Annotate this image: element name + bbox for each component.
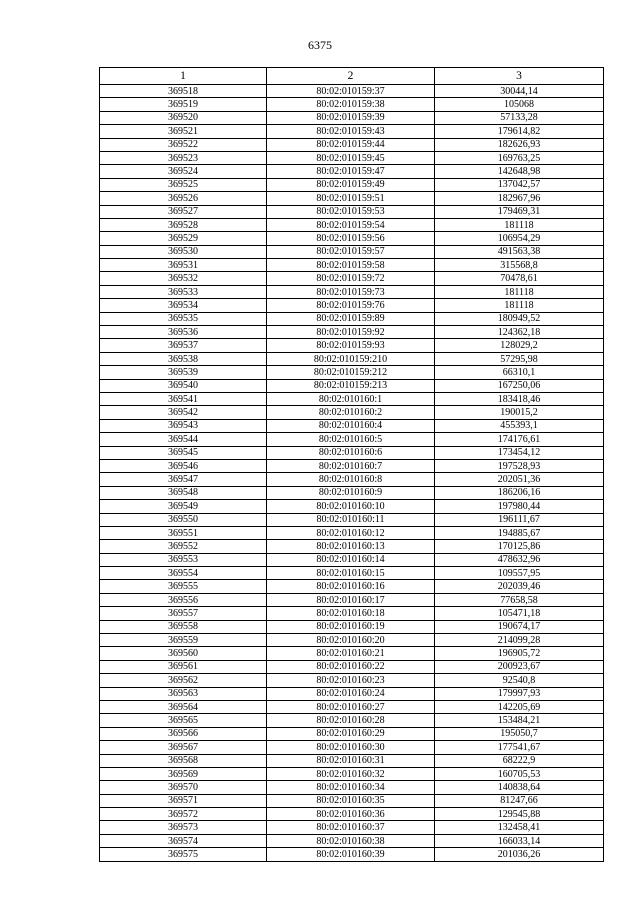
table-row: [100, 433, 604, 446]
cadastral-number-cell: 80:02:010159:73: [267, 285, 435, 298]
row-number-cell: 369524: [100, 165, 267, 178]
table-row: [100, 459, 604, 472]
value-cell: 173454,12: [435, 446, 604, 459]
value-cell: 170125,86: [435, 540, 604, 553]
table-row: [100, 700, 604, 713]
row-number-cell: 369556: [100, 593, 267, 606]
row-number-cell: 369528: [100, 218, 267, 231]
row-number-cell: 369539: [100, 366, 267, 379]
table-row: [100, 781, 604, 794]
cadastral-number-cell: 80:02:010160:7: [267, 459, 435, 472]
cadastral-number-cell: 80:02:010160:14: [267, 553, 435, 566]
cadastral-number-cell: 80:02:010160:17: [267, 593, 435, 606]
table-row: [100, 272, 604, 285]
value-cell: 197528,93: [435, 459, 604, 472]
cadastral-number-cell: 80:02:010160:4: [267, 419, 435, 432]
value-cell: 140838,64: [435, 781, 604, 794]
value-cell: 68222,9: [435, 754, 604, 767]
value-cell: 197980,44: [435, 500, 604, 513]
table-row: [100, 607, 604, 620]
row-number-cell: 369559: [100, 634, 267, 647]
cadastral-number-cell: 80:02:010160:22: [267, 660, 435, 673]
value-cell: 177541,67: [435, 741, 604, 754]
table-row: [100, 473, 604, 486]
row-number-cell: 369571: [100, 794, 267, 807]
row-number-cell: 369519: [100, 98, 267, 111]
table-row: [100, 392, 604, 405]
cadastral-number-cell: 80:02:010159:89: [267, 312, 435, 325]
cadastral-number-cell: 80:02:010160:38: [267, 834, 435, 847]
value-cell: 174176,61: [435, 433, 604, 446]
value-cell: 132458,41: [435, 821, 604, 834]
table-row: [100, 178, 604, 191]
table-row: [100, 218, 604, 231]
cadastral-number-cell: 80:02:010159:49: [267, 178, 435, 191]
table-row: [100, 366, 604, 379]
cadastral-number-cell: 80:02:010160:5: [267, 433, 435, 446]
table-row: [100, 98, 604, 111]
page-number: 6375: [308, 38, 332, 52]
table-row: [100, 285, 604, 298]
value-cell: 190674,17: [435, 620, 604, 633]
value-cell: 81247,66: [435, 794, 604, 807]
row-number-cell: 369544: [100, 433, 267, 446]
table-row: [100, 406, 604, 419]
cadastral-number-cell: 80:02:010160:23: [267, 674, 435, 687]
row-number-cell: 369566: [100, 727, 267, 740]
row-number-cell: 369570: [100, 781, 267, 794]
cadastral-number-cell: 80:02:010160:36: [267, 808, 435, 821]
table-row: [100, 808, 604, 821]
cadastral-number-cell: 80:02:010160:21: [267, 647, 435, 660]
row-number-cell: 369554: [100, 567, 267, 580]
table-row: [100, 660, 604, 673]
value-cell: 106954,29: [435, 232, 604, 245]
row-number-cell: 369542: [100, 406, 267, 419]
row-number-cell: 369518: [100, 85, 267, 98]
cadastral-number-cell: 80:02:010159:56: [267, 232, 435, 245]
cadastral-number-cell: 80:02:010160:10: [267, 500, 435, 513]
table-row: [100, 634, 604, 647]
cadastral-number-cell: 80:02:010159:43: [267, 125, 435, 138]
table-row: [100, 151, 604, 164]
value-cell: 30044,14: [435, 85, 604, 98]
table-row: [100, 299, 604, 312]
value-cell: 478632,96: [435, 553, 604, 566]
value-cell: 66310,1: [435, 366, 604, 379]
table-row: [100, 245, 604, 258]
value-cell: 183418,46: [435, 392, 604, 405]
row-number-cell: 369567: [100, 741, 267, 754]
table-row: [100, 339, 604, 352]
table-row: [100, 165, 604, 178]
row-number-cell: 369531: [100, 259, 267, 272]
cadastral-number-cell: 80:02:010159:57: [267, 245, 435, 258]
table-row: [100, 352, 604, 365]
row-number-cell: 369537: [100, 339, 267, 352]
table-row: [100, 727, 604, 740]
row-number-cell: 369564: [100, 700, 267, 713]
value-cell: 180949,52: [435, 312, 604, 325]
cadastral-number-cell: 80:02:010160:35: [267, 794, 435, 807]
cadastral-number-cell: 80:02:010160:28: [267, 714, 435, 727]
value-cell: 201036,26: [435, 848, 604, 861]
value-cell: 214099,28: [435, 634, 604, 647]
cadastral-number-cell: 80:02:010159:37: [267, 85, 435, 98]
cadastral-number-cell: 80:02:010160:31: [267, 754, 435, 767]
row-number-cell: 369520: [100, 111, 267, 124]
value-cell: 202051,36: [435, 473, 604, 486]
table-row: [100, 192, 604, 205]
table-row: [100, 580, 604, 593]
cadastral-number-cell: 80:02:010159:72: [267, 272, 435, 285]
row-number-cell: 369532: [100, 272, 267, 285]
cadastral-number-cell: 80:02:010159:58: [267, 259, 435, 272]
row-number-cell: 369538: [100, 352, 267, 365]
table-row: [100, 125, 604, 138]
row-number-cell: 369569: [100, 767, 267, 780]
value-cell: 186206,16: [435, 486, 604, 499]
table-row: [100, 821, 604, 834]
row-number-cell: 369557: [100, 607, 267, 620]
table-row: [100, 647, 604, 660]
table-row: [100, 513, 604, 526]
value-cell: 142648,98: [435, 165, 604, 178]
table-row: [100, 326, 604, 339]
table-row: [100, 419, 604, 432]
row-number-cell: 369548: [100, 486, 267, 499]
value-cell: 142205,69: [435, 700, 604, 713]
row-number-cell: 369546: [100, 459, 267, 472]
table-row: [100, 754, 604, 767]
cadastral-number-cell: 80:02:010160:12: [267, 526, 435, 539]
row-number-cell: 369560: [100, 647, 267, 660]
value-cell: 491563,38: [435, 245, 604, 258]
value-cell: 181118: [435, 218, 604, 231]
table-row: [100, 553, 604, 566]
value-cell: 160705,53: [435, 767, 604, 780]
cadastral-number-cell: 80:02:010159:93: [267, 339, 435, 352]
table-header-row: [100, 68, 604, 85]
data-table: [99, 67, 604, 862]
table-row: [100, 232, 604, 245]
cadastral-number-cell: 80:02:010159:44: [267, 138, 435, 151]
table-row: [100, 205, 604, 218]
row-number-cell: 369536: [100, 326, 267, 339]
cadastral-number-cell: 80:02:010160:24: [267, 687, 435, 700]
table-row: [100, 138, 604, 151]
cadastral-number-cell: 80:02:010160:39: [267, 848, 435, 861]
table-row: [100, 379, 604, 392]
row-number-cell: 369551: [100, 526, 267, 539]
value-cell: 181118: [435, 299, 604, 312]
table-row: [100, 259, 604, 272]
row-number-cell: 369572: [100, 808, 267, 821]
row-number-cell: 369553: [100, 553, 267, 566]
table-row: [100, 500, 604, 513]
value-cell: 455393,1: [435, 419, 604, 432]
table-row: [100, 620, 604, 633]
cadastral-number-cell: 80:02:010159:53: [267, 205, 435, 218]
row-number-cell: 369534: [100, 299, 267, 312]
column-header-3: 3: [435, 68, 604, 85]
value-cell: 128029,2: [435, 339, 604, 352]
value-cell: 77658,58: [435, 593, 604, 606]
row-number-cell: 369521: [100, 125, 267, 138]
value-cell: 166033,14: [435, 834, 604, 847]
row-number-cell: 369574: [100, 834, 267, 847]
value-cell: 179614,82: [435, 125, 604, 138]
table-body: [100, 85, 604, 862]
row-number-cell: 369563: [100, 687, 267, 700]
cadastral-number-cell: 80:02:010160:20: [267, 634, 435, 647]
row-number-cell: 369530: [100, 245, 267, 258]
value-cell: 190015,2: [435, 406, 604, 419]
value-cell: 196111,67: [435, 513, 604, 526]
value-cell: 105068: [435, 98, 604, 111]
value-cell: 179469,31: [435, 205, 604, 218]
cadastral-number-cell: 80:02:010159:51: [267, 192, 435, 205]
value-cell: 169763,25: [435, 151, 604, 164]
value-cell: 200923,67: [435, 660, 604, 673]
row-number-cell: 369549: [100, 500, 267, 513]
value-cell: 202039,46: [435, 580, 604, 593]
row-number-cell: 369555: [100, 580, 267, 593]
cadastral-number-cell: 80:02:010160:2: [267, 406, 435, 419]
table-row: [100, 674, 604, 687]
value-cell: 105471,18: [435, 607, 604, 620]
cadastral-number-cell: 80:02:010159:210: [267, 352, 435, 365]
row-number-cell: 369523: [100, 151, 267, 164]
cadastral-number-cell: 80:02:010159:54: [267, 218, 435, 231]
value-cell: 57133,28: [435, 111, 604, 124]
value-cell: 57295,98: [435, 352, 604, 365]
row-number-cell: 369568: [100, 754, 267, 767]
cadastral-number-cell: 80:02:010160:32: [267, 767, 435, 780]
table-row: [100, 834, 604, 847]
table-row: [100, 767, 604, 780]
row-number-cell: 369562: [100, 674, 267, 687]
table-row: [100, 794, 604, 807]
cadastral-number-cell: 80:02:010159:39: [267, 111, 435, 124]
cadastral-number-cell: 80:02:010160:18: [267, 607, 435, 620]
cadastral-number-cell: 80:02:010160:30: [267, 741, 435, 754]
cadastral-number-cell: 80:02:010159:38: [267, 98, 435, 111]
cadastral-number-cell: 80:02:010159:213: [267, 379, 435, 392]
table-row: [100, 848, 604, 861]
value-cell: 182626,93: [435, 138, 604, 151]
cadastral-number-cell: 80:02:010160:15: [267, 567, 435, 580]
value-cell: 195050,7: [435, 727, 604, 740]
value-cell: 124362,18: [435, 326, 604, 339]
cadastral-number-cell: 80:02:010160:8: [267, 473, 435, 486]
row-number-cell: 369550: [100, 513, 267, 526]
value-cell: 129545,88: [435, 808, 604, 821]
row-number-cell: 369529: [100, 232, 267, 245]
column-header-1: 1: [100, 68, 267, 85]
table-row: [100, 567, 604, 580]
value-cell: 137042,57: [435, 178, 604, 191]
cadastral-number-cell: 80:02:010159:92: [267, 326, 435, 339]
row-number-cell: 369522: [100, 138, 267, 151]
row-number-cell: 369543: [100, 419, 267, 432]
row-number-cell: 369545: [100, 446, 267, 459]
row-number-cell: 369552: [100, 540, 267, 553]
cadastral-number-cell: 80:02:010160:11: [267, 513, 435, 526]
table-row: [100, 312, 604, 325]
cadastral-number-cell: 80:02:010159:212: [267, 366, 435, 379]
table-row: [100, 593, 604, 606]
data-table-container: [99, 67, 603, 862]
row-number-cell: 369540: [100, 379, 267, 392]
table-row: [100, 486, 604, 499]
column-header-2: 2: [267, 68, 435, 85]
cadastral-number-cell: 80:02:010159:47: [267, 165, 435, 178]
row-number-cell: 369525: [100, 178, 267, 191]
cadastral-number-cell: 80:02:010160:6: [267, 446, 435, 459]
row-number-cell: 369575: [100, 848, 267, 861]
cadastral-number-cell: 80:02:010160:9: [267, 486, 435, 499]
row-number-cell: 369565: [100, 714, 267, 727]
table-row: [100, 741, 604, 754]
cadastral-number-cell: 80:02:010159:76: [267, 299, 435, 312]
row-number-cell: 369558: [100, 620, 267, 633]
value-cell: 179997,93: [435, 687, 604, 700]
table-row: [100, 85, 604, 98]
value-cell: 196905,72: [435, 647, 604, 660]
row-number-cell: 369573: [100, 821, 267, 834]
table-row: [100, 446, 604, 459]
table-row: [100, 714, 604, 727]
row-number-cell: 369541: [100, 392, 267, 405]
table-row: [100, 540, 604, 553]
cadastral-number-cell: 80:02:010160:19: [267, 620, 435, 633]
value-cell: 181118: [435, 285, 604, 298]
row-number-cell: 369533: [100, 285, 267, 298]
row-number-cell: 369535: [100, 312, 267, 325]
table-row: [100, 111, 604, 124]
cadastral-number-cell: 80:02:010160:34: [267, 781, 435, 794]
value-cell: 70478,61: [435, 272, 604, 285]
row-number-cell: 369561: [100, 660, 267, 673]
cadastral-number-cell: 80:02:010160:16: [267, 580, 435, 593]
value-cell: 92540,8: [435, 674, 604, 687]
value-cell: 315568,8: [435, 259, 604, 272]
value-cell: 153484,21: [435, 714, 604, 727]
cadastral-number-cell: 80:02:010159:45: [267, 151, 435, 164]
cadastral-number-cell: 80:02:010160:1: [267, 392, 435, 405]
value-cell: 182967,96: [435, 192, 604, 205]
row-number-cell: 369526: [100, 192, 267, 205]
value-cell: 194885,67: [435, 526, 604, 539]
cadastral-number-cell: 80:02:010160:37: [267, 821, 435, 834]
cadastral-number-cell: 80:02:010160:13: [267, 540, 435, 553]
value-cell: 109557,95: [435, 567, 604, 580]
cadastral-number-cell: 80:02:010160:27: [267, 700, 435, 713]
table-row: [100, 526, 604, 539]
row-number-cell: 369547: [100, 473, 267, 486]
value-cell: 167250,06: [435, 379, 604, 392]
cadastral-number-cell: 80:02:010160:29: [267, 727, 435, 740]
table-row: [100, 687, 604, 700]
row-number-cell: 369527: [100, 205, 267, 218]
